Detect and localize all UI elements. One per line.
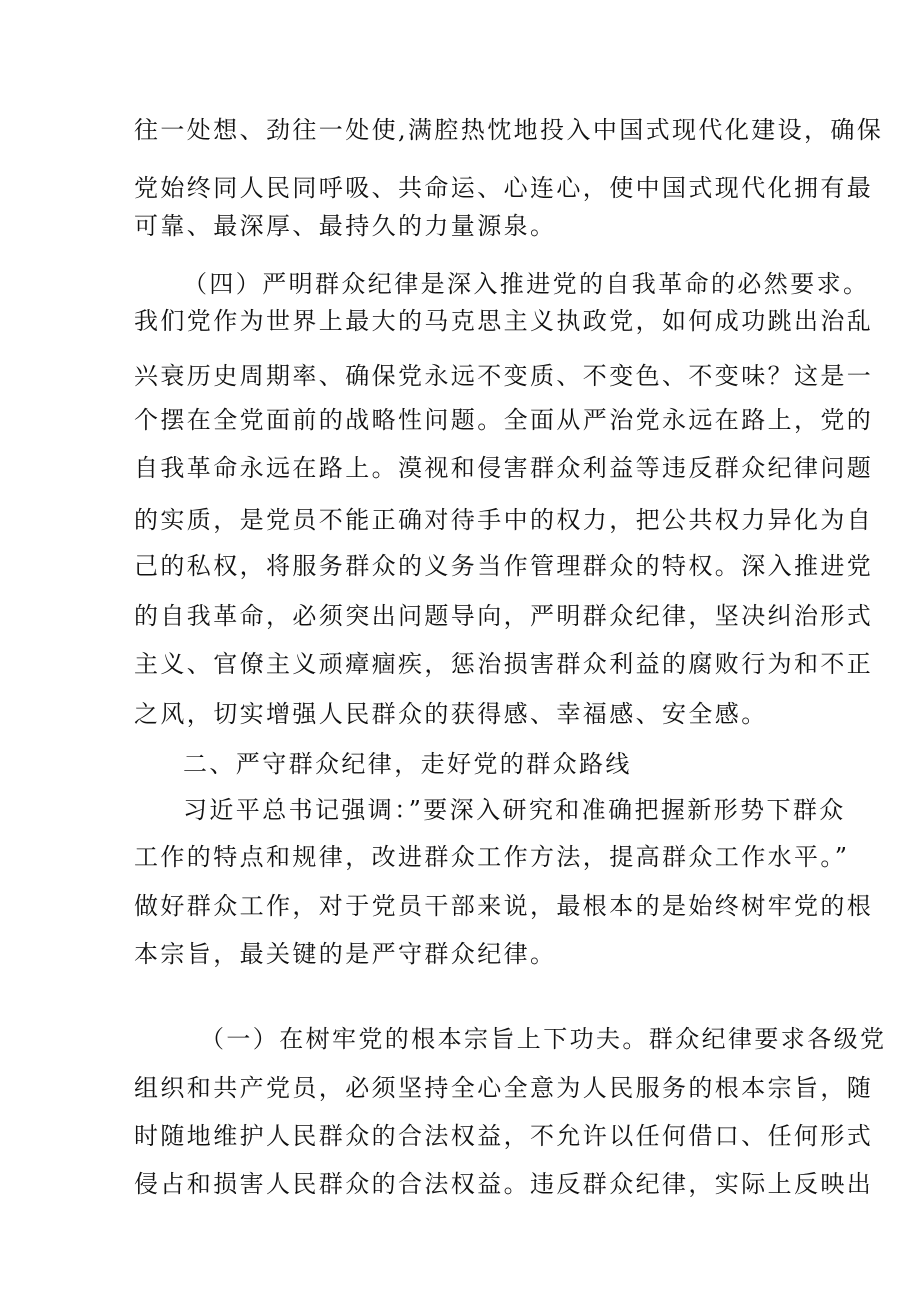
text-line: 侵占和损害人民群众的合法权益。违反群众纪律，实际上反映出 — [134, 1170, 874, 1198]
text-line: 往一处想、劲往一处使,满腔热忱地投入中国式现代化建设，确保 — [134, 116, 884, 144]
text-line: 的实质，是党员不能正确对待手中的权力，把公共权力异化为自 — [134, 506, 874, 534]
text-line: 习近平总书记强调：”要深入研究和准确把握新形势下群众 — [183, 796, 846, 824]
text-line: 主义、官僚主义顽瘴痼疾，惩治损害群众利益的腐败行为和不正 — [134, 650, 874, 678]
text-line: 工作的特点和规律，改进群众工作方法，提高群众工作水平。” — [134, 843, 850, 871]
section-heading: （一）在树牢党的根本宗旨上下功夫。群众纪律要求各级党 — [200, 1025, 887, 1053]
text-line: 我们党作为世界上最大的马克思主义执政党，如何成功跳出治乱 — [134, 307, 874, 335]
text-line: 做好群众工作，对于党员干部来说，最根本的是始终树牢党的根 — [134, 892, 874, 920]
text-line: 自我革命永远在路上。漠视和侵害群众利益等违反群众纪律问题 — [134, 454, 874, 482]
text-line: 的自我革命，必须突出问题导向，严明群众纪律，坚决纠治形式 — [134, 602, 874, 630]
text-line: 组织和共产党员，必须坚持全心全意为人民服务的根本宗旨，随 — [134, 1074, 874, 1102]
text-line: 兴衰历史周期率、确保党永远不变质、不变色、不变味？这是一 — [134, 362, 874, 390]
text-line: 本宗旨，最关键的是严守群众纪律。 — [134, 940, 557, 968]
text-line: 时随地维护人民群众的合法权益，不允许以任何借口、任何形式 — [134, 1122, 874, 1150]
text-line: 己的私权，将服务群众的义务当作管理群众的特权。深入推进党 — [134, 552, 874, 580]
text-line: 之风，切实增强人民群众的获得感、幸福感、安全感。 — [134, 700, 768, 728]
text-line: 个摆在全党面前的战略性问题。全面从严治党永远在路上，党的 — [134, 406, 874, 434]
text-line: 可靠、最深厚、最持久的力量源泉。 — [134, 212, 557, 240]
section-heading: 二、严守群众纪律，走好党的群众路线 — [183, 750, 632, 778]
section-heading: （四）严明群众纪律是深入推进党的自我革命的必然要求。 — [183, 270, 870, 298]
text-line: 党始终同人民同呼吸、共命运、心连心，使中国式现代化拥有最 — [134, 174, 874, 202]
